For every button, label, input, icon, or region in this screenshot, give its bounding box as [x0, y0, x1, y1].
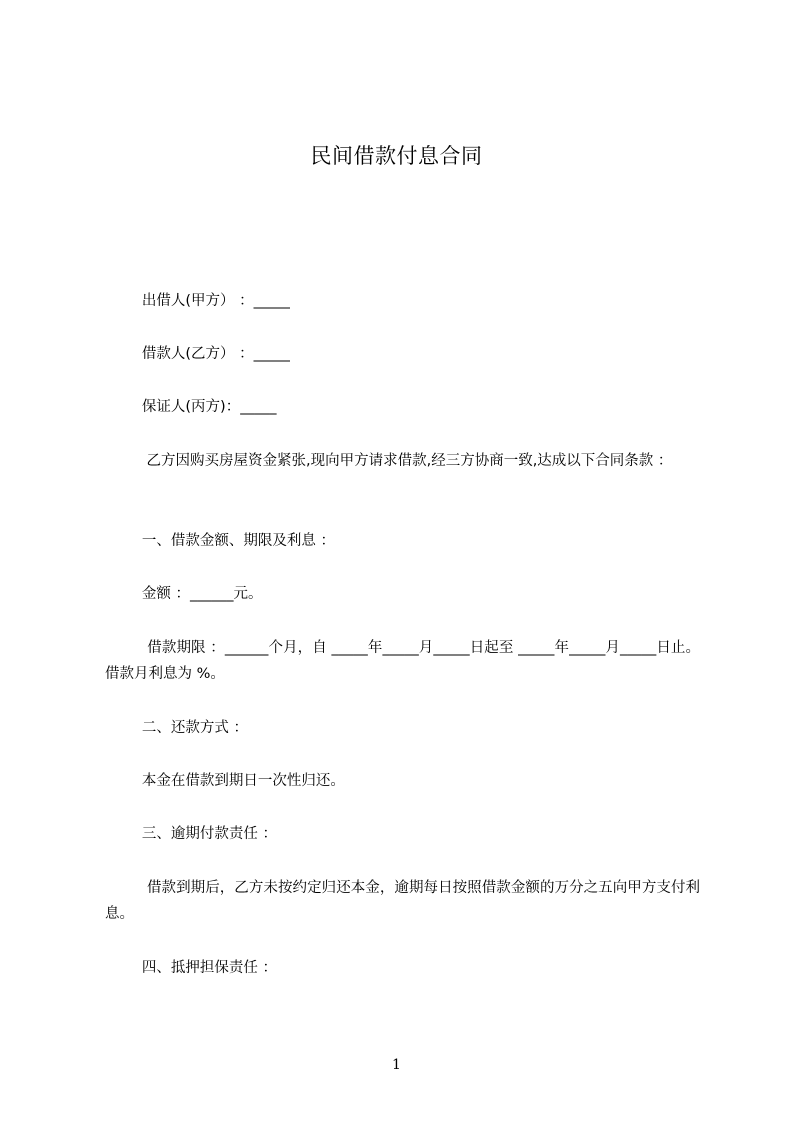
- amount-line: 金额 ：______元。: [105, 586, 263, 602]
- guarantor-line: 保证人(丙方)：_____: [105, 399, 277, 415]
- section-1-heading: 一、借款金额、期限及利息 ：: [105, 533, 335, 549]
- borrower-line: 借款人(乙方） ：_____: [105, 346, 290, 362]
- section-4-heading: 四、抵押担保责任 ：: [105, 960, 277, 976]
- section-2-heading: 二、还款方式 ：: [105, 720, 248, 736]
- page-number: 1: [392, 1057, 401, 1073]
- section-3-heading: 三、逾期付款责任 ：: [105, 826, 277, 842]
- term-paragraph: 借款期限 ：______个月，自 _____年_____月_____日起至 _____年_____月_____日止。借款月利息为 %。: [105, 640, 701, 682]
- overdue-paragraph: 借款到期后，乙方未按约定归还本金，逾期每日按照借款金额的万分之五向甲方支付利息。: [105, 880, 701, 922]
- document-title: 民间借款付息合同: [310, 144, 483, 168]
- preamble-paragraph: 乙方因购买房屋资金紧张,现向甲方请求借款,经三方协商一致,达成以下合同条款 ：: [105, 453, 673, 469]
- repayment-line: 本金在借款到期日一次性归还。: [105, 773, 345, 789]
- lender-line: 出借人(甲方） ：_____: [105, 293, 290, 309]
